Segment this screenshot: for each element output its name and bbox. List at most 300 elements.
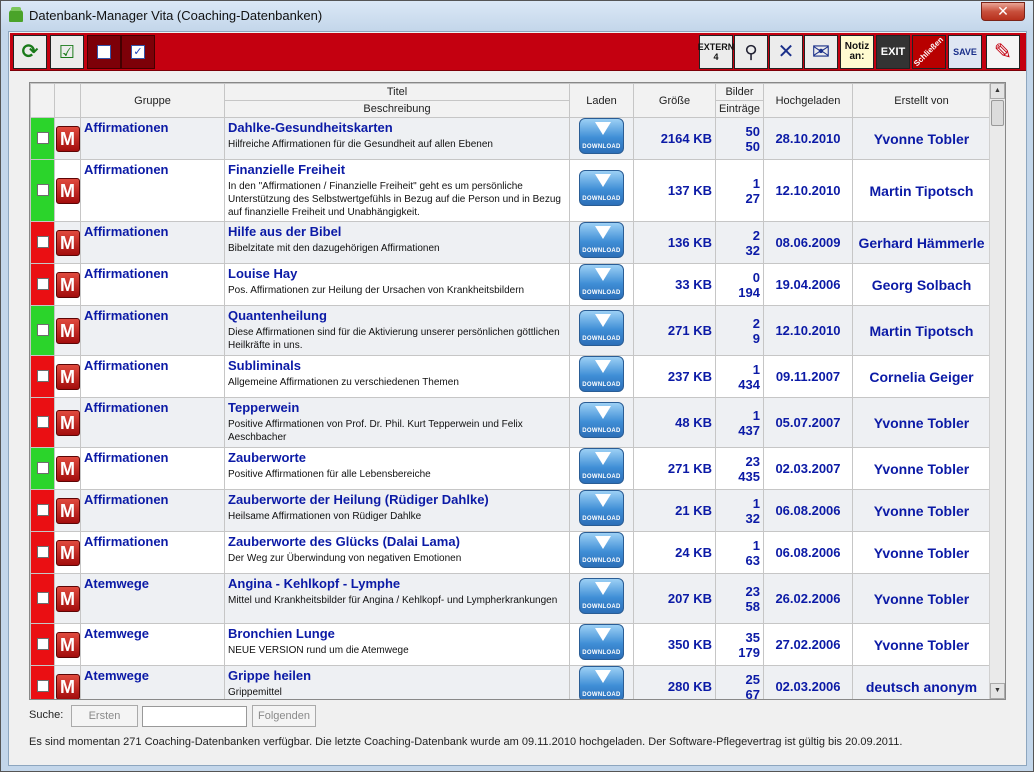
download-arrow-icon	[595, 494, 611, 507]
eintraege-count: 435	[738, 468, 760, 484]
date-cell: 06.08.2006	[764, 490, 853, 532]
table-row[interactable]	[31, 356, 991, 398]
title-cell	[225, 222, 570, 264]
author-cell: Martin Tipotsch	[853, 160, 991, 222]
row-checkbox[interactable]	[37, 680, 49, 692]
eintraege-count: 179	[738, 644, 760, 660]
envelope-button[interactable]	[804, 35, 838, 69]
marker-cell	[55, 118, 81, 160]
size-cell: 2164 KB	[634, 118, 716, 160]
download-label: DOWNLOAD	[582, 474, 621, 480]
date-cell: 26.02.2006	[764, 574, 853, 624]
counts-cell	[716, 118, 764, 160]
db-check-icon: ☑	[58, 42, 76, 62]
counts-cell	[716, 624, 764, 666]
author-cell: Yvonne Tobler	[853, 118, 991, 160]
size-cell: 207 KB	[634, 574, 716, 624]
size-cell: 48 KB	[634, 398, 716, 448]
author-cell: Cornelia Geiger	[853, 356, 991, 398]
title-cell	[225, 398, 570, 448]
download-label: DOWNLOAD	[582, 196, 621, 202]
title-cell	[225, 624, 570, 666]
row-checkbox[interactable]	[37, 324, 49, 336]
marker-cell	[55, 448, 81, 490]
row-description: Positive Affirmationen für alle Lebensbereiche	[228, 469, 431, 480]
download-label: DOWNLOAD	[582, 558, 621, 564]
load-cell	[570, 624, 634, 666]
header-bilder[interactable]: Bilder	[716, 84, 764, 101]
status-cell	[31, 160, 55, 222]
date-cell: 09.11.2007	[764, 356, 853, 398]
author-cell: Martin Tipotsch	[853, 306, 991, 356]
row-description: NEUE VERSION rund um die Atemwege	[228, 645, 409, 656]
size-cell: 137 KB	[634, 160, 716, 222]
download-arrow-icon	[595, 314, 611, 327]
row-description: Grippemittel	[228, 687, 282, 698]
size-cell: 33 KB	[634, 264, 716, 306]
row-title: Hilfe aus der Bibel	[228, 224, 342, 239]
row-title: Zauberworte der Heilung (Rüdiger Dahlke)	[228, 492, 489, 507]
header-gruppe[interactable]: Gruppe	[81, 84, 225, 118]
bilder-count: 2	[752, 315, 760, 331]
title-bar[interactable]	[1, 1, 1033, 31]
row-description: Der Weg zur Überwindung von negativen Emotionen	[228, 553, 462, 564]
group-cell: Atemwege	[81, 624, 225, 666]
date-cell: 05.07.2007	[764, 398, 853, 448]
group-cell: Affirmationen	[81, 118, 225, 160]
download-button[interactable]	[579, 490, 624, 526]
row-description: In den "Affirmationen / Finanzielle Freiheit" geht es um persönliche Unterstützung des Selbstwertgefühls in Bezug auf die Person und in Bezug auf finanzielle Freiheit und Unabhängigkeit.	[228, 181, 561, 218]
table-row[interactable]	[31, 532, 991, 574]
download-arrow-icon	[595, 582, 611, 595]
table-row[interactable]	[31, 624, 991, 666]
m-icon[interactable]: M	[56, 178, 80, 204]
size-cell: 24 KB	[634, 532, 716, 574]
scroll-up-button[interactable]: ▲	[990, 83, 1005, 99]
bilder-count: 0	[752, 269, 760, 285]
close-window-button[interactable]: ✕	[981, 2, 1025, 21]
header-erstellt-von[interactable]: Erstellt von	[853, 84, 991, 118]
m-icon[interactable]: M	[56, 126, 80, 152]
uncheck-all-icon	[97, 45, 111, 59]
title-cell	[225, 490, 570, 532]
row-title: Bronchien Lunge	[228, 626, 335, 641]
notiz-button[interactable]	[840, 35, 874, 69]
status-cell	[31, 356, 55, 398]
load-cell	[570, 118, 634, 160]
marker-cell	[55, 264, 81, 306]
group-cell: Affirmationen	[81, 448, 225, 490]
download-arrow-icon	[595, 536, 611, 549]
download-button[interactable]	[579, 310, 624, 346]
header-eintraege[interactable]: Einträge	[716, 101, 764, 118]
load-cell	[570, 532, 634, 574]
window-title: Datenbank-Manager Vita (Coaching-Datenbanken)	[29, 8, 323, 23]
download-button[interactable]	[579, 170, 624, 206]
download-label: DOWNLOAD	[582, 290, 621, 296]
load-cell	[570, 398, 634, 448]
counts-cell	[716, 264, 764, 306]
status-cell	[31, 448, 55, 490]
cross-tool-button[interactable]	[769, 35, 803, 69]
status-cell	[31, 532, 55, 574]
group-cell: Affirmationen	[81, 490, 225, 532]
author-cell: Yvonne Tobler	[853, 532, 991, 574]
table-row[interactable]	[31, 666, 991, 701]
download-button[interactable]	[579, 532, 624, 568]
bilder-count: 23	[745, 453, 760, 469]
download-button[interactable]	[579, 356, 624, 392]
table-row[interactable]	[31, 264, 991, 306]
check-all-icon: ✓	[131, 45, 145, 59]
edit-button[interactable]	[986, 35, 1020, 69]
table-row[interactable]	[31, 490, 991, 532]
marker-cell	[55, 356, 81, 398]
row-checkbox[interactable]	[37, 638, 49, 650]
title-cell	[225, 264, 570, 306]
header-status	[31, 84, 55, 118]
row-title: Finanzielle Freiheit	[228, 162, 346, 177]
date-cell: 12.10.2010	[764, 306, 853, 356]
counts-cell	[716, 448, 764, 490]
status-cell	[31, 666, 55, 701]
download-label: DOWNLOAD	[582, 382, 621, 388]
status-cell	[31, 306, 55, 356]
row-checkbox[interactable]	[37, 504, 49, 516]
eintraege-count: 9	[752, 330, 760, 346]
app-icon	[9, 10, 23, 22]
size-cell: 271 KB	[634, 448, 716, 490]
load-cell	[570, 264, 634, 306]
m-icon[interactable]: M	[56, 540, 80, 566]
m-icon[interactable]: M	[56, 498, 80, 524]
header-beschreibung[interactable]: Beschreibung	[225, 101, 570, 118]
counts-cell	[716, 666, 764, 701]
bilder-count: 1	[752, 175, 760, 191]
row-checkbox[interactable]	[37, 278, 49, 290]
row-title: Louise Hay	[228, 266, 298, 281]
download-button[interactable]	[579, 402, 624, 438]
size-cell: 271 KB	[634, 306, 716, 356]
load-cell	[570, 306, 634, 356]
bilder-count: 1	[752, 537, 760, 553]
download-label: DOWNLOAD	[582, 692, 621, 698]
load-cell	[570, 160, 634, 222]
row-checkbox[interactable]	[37, 184, 49, 196]
download-label: DOWNLOAD	[582, 516, 621, 522]
m-icon[interactable]: M	[56, 230, 80, 256]
row-title: Zauberworte des Glücks (Dalai Lama)	[228, 534, 460, 549]
save-icon: SAVE	[953, 47, 977, 57]
table-row[interactable]	[31, 118, 991, 160]
m-icon[interactable]: M	[56, 632, 80, 658]
marker-cell	[55, 666, 81, 701]
load-cell	[570, 666, 634, 701]
date-cell: 02.03.2007	[764, 448, 853, 490]
row-title: Tepperwein	[228, 400, 300, 415]
m-icon[interactable]: M	[56, 586, 80, 612]
load-cell	[570, 574, 634, 624]
author-cell: Yvonne Tobler	[853, 398, 991, 448]
load-cell	[570, 356, 634, 398]
table-row[interactable]	[31, 222, 991, 264]
search-label: Suche:	[29, 709, 64, 721]
title-cell	[225, 306, 570, 356]
bilder-count: 1	[752, 495, 760, 511]
pencil-icon: ✎	[993, 39, 1013, 64]
download-button[interactable]	[579, 222, 624, 258]
download-label: DOWNLOAD	[582, 144, 621, 150]
date-cell: 28.10.2010	[764, 118, 853, 160]
title-cell	[225, 160, 570, 222]
exit-icon: EXIT	[880, 46, 906, 58]
download-arrow-icon	[595, 226, 611, 239]
load-cell	[570, 490, 634, 532]
load-cell	[570, 222, 634, 264]
status-cell	[31, 398, 55, 448]
header-hochgeladen[interactable]: Hochgeladen	[764, 84, 853, 118]
author-cell: Yvonne Tobler	[853, 448, 991, 490]
status-cell	[31, 574, 55, 624]
author-cell: Gerhard Hämmerle	[853, 222, 991, 264]
counts-cell	[716, 222, 764, 264]
row-description: Diese Affirmationen sind für die Aktivierung unserer persönlichen göttlichen Heilkräfte in uns.	[228, 327, 560, 351]
bilder-count: 25	[745, 671, 760, 687]
extern-button[interactable]	[699, 35, 733, 69]
title-cell	[225, 532, 570, 574]
download-button[interactable]	[579, 666, 624, 700]
database-grid	[29, 82, 1006, 700]
size-cell: 136 KB	[634, 222, 716, 264]
toolbar	[10, 33, 1026, 71]
marker-cell	[55, 490, 81, 532]
row-description: Pos. Affirmationen zur Heilung der Ursachen von Krankheitsbildern	[228, 285, 525, 296]
db-check-button[interactable]	[50, 35, 84, 69]
schliessen-button[interactable]	[912, 35, 946, 69]
row-title: Angina - Kehlkopf - Lymphe	[228, 576, 401, 591]
download-label: DOWNLOAD	[582, 248, 621, 254]
check-all-button[interactable]	[121, 35, 155, 69]
marker-cell	[55, 574, 81, 624]
marker-cell	[55, 398, 81, 448]
date-cell: 27.02.2006	[764, 624, 853, 666]
size-cell: 280 KB	[634, 666, 716, 701]
row-description: Bibelzitate mit den dazugehörigen Affirmationen	[228, 243, 440, 254]
eintraege-count: 194	[738, 284, 760, 300]
eintraege-count: 63	[745, 552, 760, 568]
status-cell	[31, 624, 55, 666]
group-cell: Atemwege	[81, 574, 225, 624]
row-checkbox[interactable]	[37, 370, 49, 382]
row-checkbox[interactable]	[37, 592, 49, 604]
group-cell: Affirmationen	[81, 398, 225, 448]
date-cell: 02.03.2006	[764, 666, 853, 701]
m-icon[interactable]: M	[56, 364, 80, 390]
bilder-count: 35	[745, 629, 760, 645]
size-cell: 350 KB	[634, 624, 716, 666]
search-first-button[interactable]: Ersten	[71, 705, 138, 727]
group-cell: Affirmationen	[81, 356, 225, 398]
marker-cell	[55, 306, 81, 356]
status-cell	[31, 490, 55, 532]
row-checkbox[interactable]	[37, 132, 49, 144]
title-cell	[225, 666, 570, 701]
header-titel[interactable]: Titel	[225, 84, 570, 101]
download-button[interactable]	[579, 578, 624, 614]
marker-cell	[55, 532, 81, 574]
eintraege-count: 67	[745, 686, 760, 700]
database-table	[30, 83, 991, 700]
download-arrow-icon	[595, 406, 611, 419]
scroll-thumb[interactable]	[991, 100, 1004, 126]
author-cell: Yvonne Tobler	[853, 574, 991, 624]
row-description: Hilfreiche Affirmationen für die Gesundheit auf allen Ebenen	[228, 139, 493, 150]
status-cell	[31, 264, 55, 306]
status-cell	[31, 118, 55, 160]
search-input[interactable]	[142, 706, 247, 727]
table-row[interactable]	[31, 574, 991, 624]
download-arrow-icon	[595, 360, 611, 373]
download-arrow-icon	[595, 452, 611, 465]
status-cell	[31, 222, 55, 264]
title-cell	[225, 356, 570, 398]
download-button[interactable]	[579, 264, 624, 300]
eintraege-count: 437	[738, 422, 760, 438]
date-cell: 12.10.2010	[764, 160, 853, 222]
download-button[interactable]	[579, 118, 624, 154]
download-arrow-icon	[595, 174, 611, 187]
eintraege-count: 50	[745, 138, 760, 154]
author-cell: Yvonne Tobler	[853, 490, 991, 532]
counts-cell	[716, 490, 764, 532]
author-cell: Yvonne Tobler	[853, 624, 991, 666]
title-cell	[225, 574, 570, 624]
bilder-count: 2	[752, 227, 760, 243]
marker-cell	[55, 160, 81, 222]
row-title: Grippe heilen	[228, 668, 312, 683]
notiz-icon: Notiz an:	[844, 41, 870, 62]
row-title: Subliminals	[228, 358, 301, 373]
eintraege-count: 32	[745, 510, 760, 526]
scroll-down-button[interactable]: ▼	[990, 683, 1005, 699]
schliessen-icon: Schließen	[912, 35, 946, 69]
header-groesse[interactable]: Größe	[634, 84, 716, 118]
counts-cell	[716, 532, 764, 574]
size-cell: 237 KB	[634, 356, 716, 398]
eintraege-count: 58	[745, 598, 760, 614]
exit-button[interactable]	[876, 35, 910, 69]
search-next-button[interactable]: Folgenden	[252, 705, 316, 727]
row-description: Heilsame Affirmationen von Rüdiger Dahlke	[228, 511, 422, 522]
eintraege-count: 32	[745, 242, 760, 258]
row-description: Allgemeine Affirmationen zu verschiedenen Themen	[228, 377, 459, 388]
table-row[interactable]	[31, 306, 991, 356]
download-button[interactable]	[579, 624, 624, 660]
client-area	[8, 31, 1027, 766]
counts-cell	[716, 306, 764, 356]
date-cell: 08.06.2009	[764, 222, 853, 264]
header-laden: Laden	[570, 84, 634, 118]
counts-cell	[716, 398, 764, 448]
m-icon[interactable]: M	[56, 318, 80, 344]
reload-db-icon: ⟳	[21, 41, 39, 63]
counts-cell	[716, 356, 764, 398]
row-description: Positive Affirmationen von Prof. Dr. Phil. Kurt Tepperwein und Felix Aeschbacher	[228, 419, 523, 443]
person-zoom-button[interactable]	[734, 35, 768, 69]
bilder-count: 23	[745, 583, 760, 599]
m-icon[interactable]: M	[56, 456, 80, 482]
reload-db-button[interactable]	[13, 35, 47, 69]
group-cell: Affirmationen	[81, 264, 225, 306]
download-arrow-icon	[595, 670, 611, 683]
group-cell: Affirmationen	[81, 306, 225, 356]
row-checkbox[interactable]	[37, 462, 49, 474]
table-row[interactable]	[31, 398, 991, 448]
title-cell	[225, 118, 570, 160]
row-checkbox[interactable]	[37, 416, 49, 428]
download-label: DOWNLOAD	[582, 428, 621, 434]
download-arrow-icon	[595, 268, 611, 281]
size-cell: 21 KB	[634, 490, 716, 532]
person-zoom-icon: ⚲	[744, 42, 758, 62]
download-label: DOWNLOAD	[582, 650, 621, 656]
load-cell	[570, 448, 634, 490]
download-button[interactable]	[579, 448, 624, 484]
table-row[interactable]	[31, 448, 991, 490]
vertical-scrollbar[interactable]	[989, 83, 1005, 699]
download-arrow-icon	[595, 628, 611, 641]
status-bar-text: Es sind momentan 271 Coaching-Datenbanken verfügbar. Die letzte Coaching-Datenbank wurde am 09.11.2010 hochgeladen. Der Software-Pflegevertrag ist gültig bis 20.09.2011.	[29, 736, 903, 748]
download-label: DOWNLOAD	[582, 336, 621, 342]
uncheck-all-button[interactable]	[87, 35, 121, 69]
bilder-count: 1	[752, 407, 760, 423]
row-checkbox[interactable]	[37, 546, 49, 558]
extern-icon: EXTERN 4	[697, 42, 735, 62]
row-description: Mittel und Krankheitsbilder für Angina / Kehlkopf- und Lympherkrankungen	[228, 595, 558, 606]
download-label: DOWNLOAD	[582, 604, 621, 610]
row-title: Zauberworte	[228, 450, 307, 465]
author-cell: deutsch anonym	[853, 666, 991, 701]
date-cell: 06.08.2006	[764, 532, 853, 574]
eintraege-count: 27	[745, 190, 760, 206]
envelope-icon: ✉	[811, 39, 831, 64]
bilder-count: 50	[745, 123, 760, 139]
marker-cell	[55, 624, 81, 666]
title-cell	[225, 448, 570, 490]
group-cell: Affirmationen	[81, 160, 225, 222]
group-cell: Affirmationen	[81, 222, 225, 264]
table-row[interactable]	[31, 160, 991, 222]
group-cell: Atemwege	[81, 666, 225, 701]
save-button[interactable]	[948, 35, 982, 69]
author-cell: Georg Solbach	[853, 264, 991, 306]
header-marker	[55, 84, 81, 118]
row-checkbox[interactable]	[37, 236, 49, 248]
cross-tool-icon: ✕	[777, 41, 795, 63]
row-title: Quantenheilung	[228, 308, 327, 323]
m-icon[interactable]: M	[56, 410, 80, 436]
group-cell: Affirmationen	[81, 532, 225, 574]
counts-cell	[716, 574, 764, 624]
m-icon[interactable]: M	[56, 674, 80, 700]
date-cell: 19.04.2006	[764, 264, 853, 306]
counts-cell	[716, 160, 764, 222]
row-title: Dahlke-Gesundheitskarten	[228, 120, 393, 135]
bilder-count: 1	[752, 361, 760, 377]
download-arrow-icon	[595, 122, 611, 135]
eintraege-count: 434	[738, 376, 760, 392]
m-icon[interactable]: M	[56, 272, 80, 298]
